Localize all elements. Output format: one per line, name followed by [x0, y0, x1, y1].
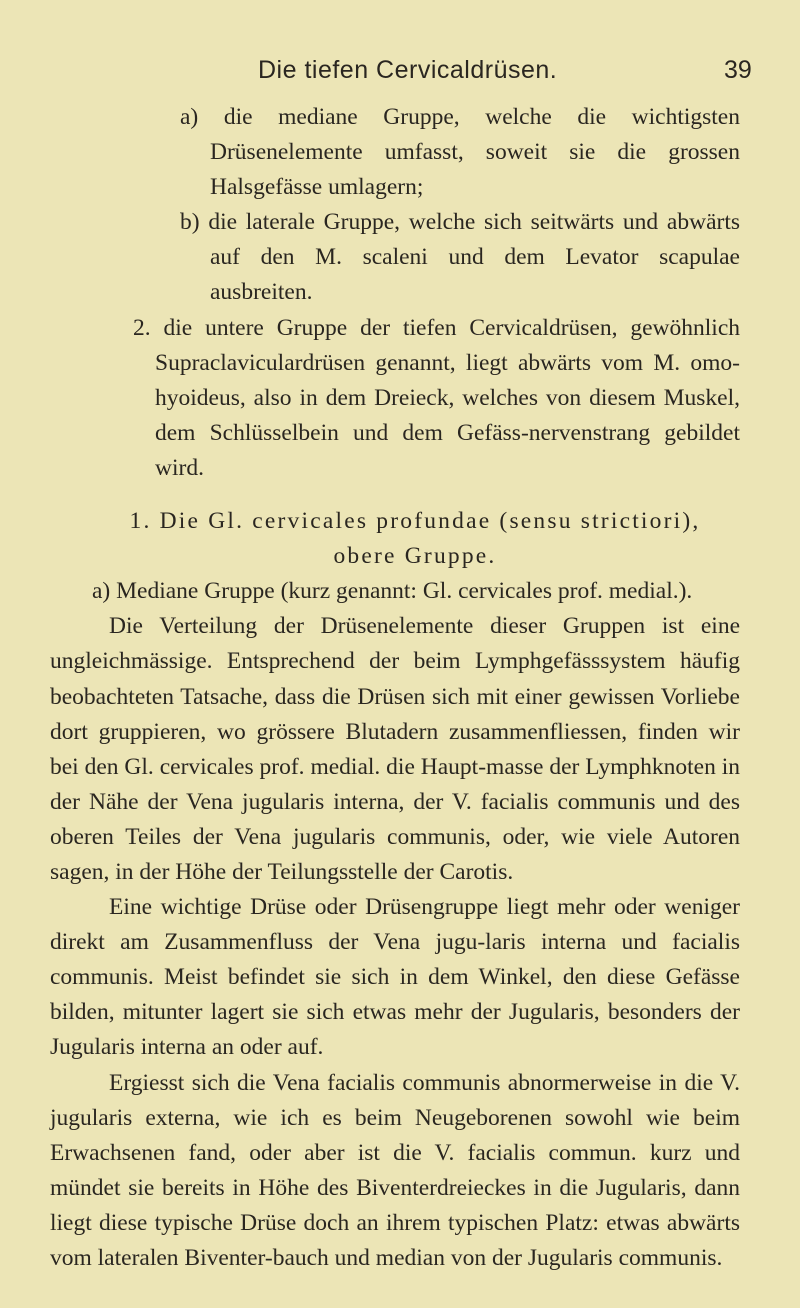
- list-label: b): [180, 209, 200, 236]
- page-header: [0, 56, 800, 96]
- paragraph: Ergiesst sich die Vena facialis communis abnormerweise in die V. jugularis externa, wie ich es beim Neugeborenen sowohl wie beim Erwachsenen fand, oder aber ist die V. facialis commun. kurz und mündet sie bereits in Höhe des Biventerdreieckes in die Jugularis, dann liegt diese typische Drüse doch an ihrem typischen Platz: etwas abwärts vom lateralen Biventer-bauch und median von der Jugularis communis.: [50, 1069, 740, 1271]
- list-item-a: [30, 100, 740, 205]
- list-label: a): [180, 104, 199, 130]
- list-text: die mediane Gruppe, welche die wichtigsten Drüsenelemente umfasst, soweit sie die grossen Halsgefässe umlagern;: [210, 104, 740, 201]
- list-item-2: [30, 311, 740, 486]
- section-heading: [90, 504, 740, 574]
- section-gap: [30, 486, 740, 504]
- paragraph: Die Verteilung der Drüsenelemente dieser Gruppen ist eine ungleichmässige. Entsprechend der beim Lymphgefässsystem häufig beobachteten Tatsache, dass die Drüsen sich mit einer gewissen Vorliebe dort gruppieren, wo grössere Blutadern zusammenfliessen, finden wir bei den Gl. cervicales prof. medial. die Haupt-masse der Lymphknoten in der Nähe der Vena jugularis interna, der V. facialis communis und des oberen Teiles der Vena jugularis communis, oder, wie viele Autoren sagen, in der Höhe der Teilungsstelle der Carotis.: [50, 613, 740, 885]
- list-item-b: [30, 205, 740, 310]
- page-body: [30, 100, 740, 1276]
- page-number: 39: [724, 56, 752, 84]
- section-heading-line-1: 1. Die Gl. cervicales profundae (sensu strictiori),: [129, 508, 701, 535]
- list-text: die untere Gruppe der tiefen Cervicaldrüsen, gewöhnlich Supraclaviculardrüsen genannt, liegt abwärts vom M. omo-hyoideus, also in dem Dreieck, welches von diesem Muskel, dem Schlüsselbein und dem Gefäss-nervenstrang gebildet wird.: [155, 314, 741, 481]
- subsection-heading: a) Mediane Gruppe (kurz genannt: Gl. cervicales prof. medial.).: [92, 578, 693, 605]
- list-label: 2.: [133, 314, 151, 341]
- section-heading-line-2: obere Gruppe.: [333, 543, 497, 570]
- paragraph: Eine wichtige Drüse oder Drüsengruppe liegt mehr oder weniger direkt am Zusammenfluss der Vena jugu-laris interna und facialis communis. Meist befindet sie sich in dem Winkel, den diese Gefässe bilden, mitunter lagert sie sich etwas mehr der Jugularis, besonders der Jugularis interna an oder auf.: [50, 894, 740, 1061]
- list-text: die laterale Gruppe, welche sich seitwärts und abwärts auf den M. scaleni und dem Levator scapulae ausbreiten.: [208, 209, 740, 306]
- running-title: Die tiefen Cervicaldrüsen.: [258, 56, 558, 84]
